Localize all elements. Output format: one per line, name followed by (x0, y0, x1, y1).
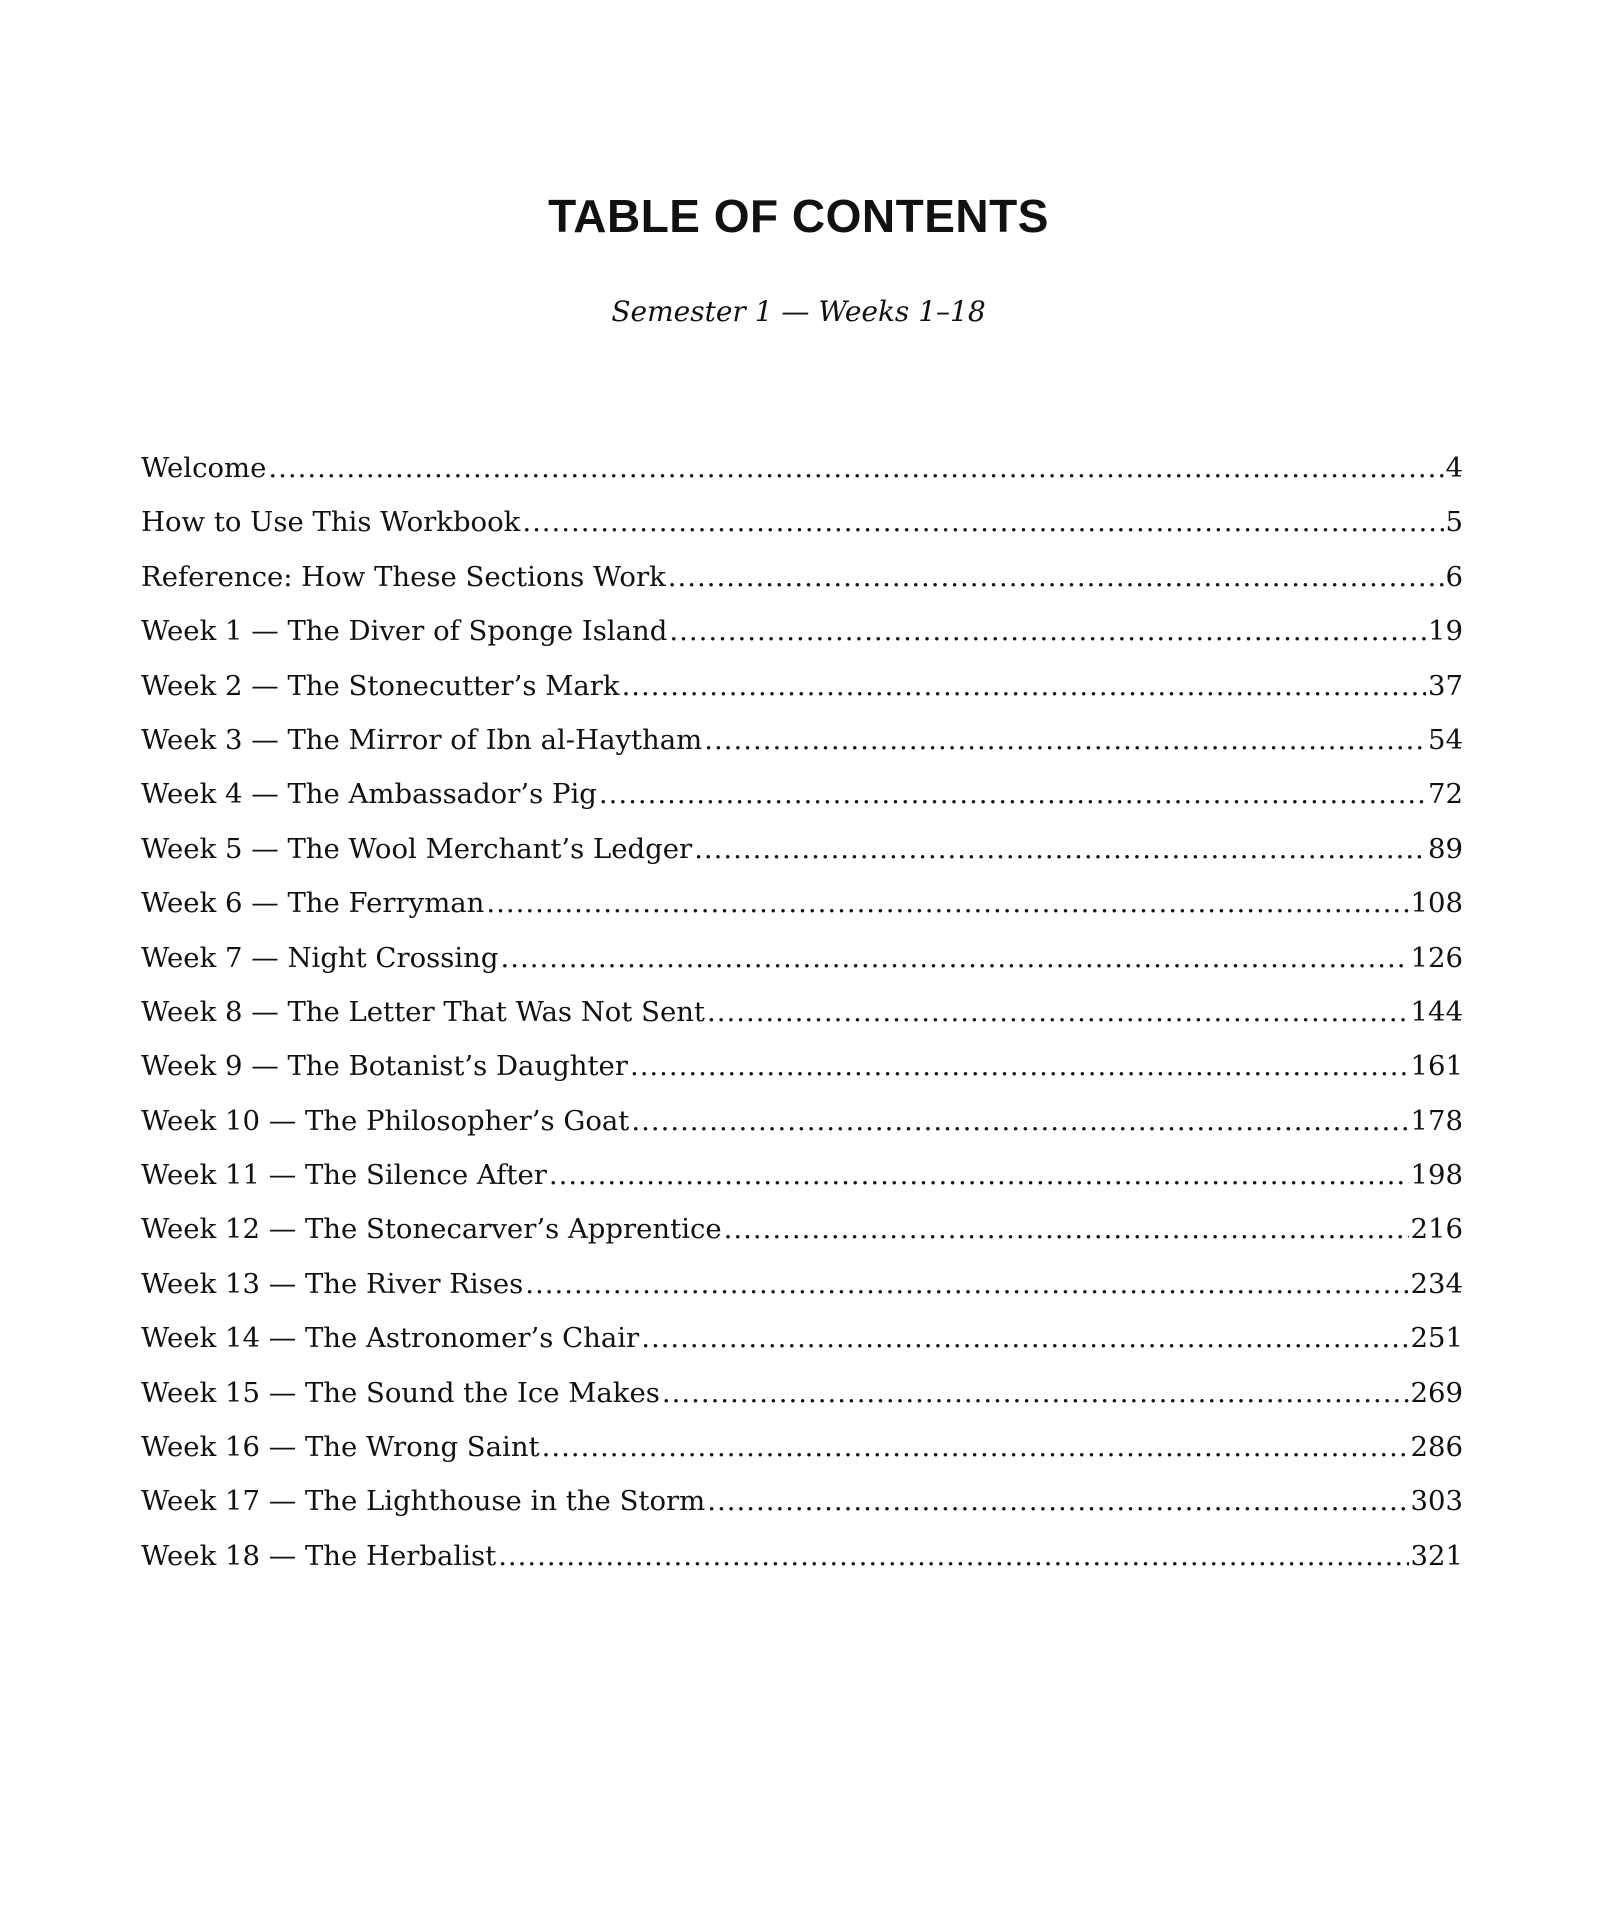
toc-entry-label: Week 15 — The Sound the Ice Makes (141, 1376, 660, 1409)
dot-leader (501, 938, 1409, 978)
toc-entry-page-number: 19 (1428, 615, 1463, 648)
toc-entry-label: Week 2 — The Stonecutter’s Mark (141, 669, 620, 702)
toc-entry-label: Week 11 — The Silence After (141, 1159, 547, 1192)
dot-leader (631, 1101, 1408, 1141)
toc-entry-page-number: 108 (1410, 887, 1463, 920)
toc-entry-label: Week 14 — The Astronomer’s Chair (141, 1322, 640, 1355)
toc-entry-week-5[interactable] (141, 829, 1463, 883)
dot-leader (622, 666, 1426, 706)
toc-entry-page-number: 178 (1410, 1104, 1463, 1137)
toc-entry-page-number: 286 (1410, 1431, 1463, 1464)
toc-entry-page-number: 126 (1410, 941, 1463, 974)
toc-entry-page-number: 303 (1410, 1485, 1463, 1518)
toc-entry-label: Week 6 — The Ferryman (141, 887, 485, 920)
toc-entry-week-17[interactable] (141, 1481, 1463, 1535)
dot-leader (542, 1427, 1409, 1467)
toc-entry-page-number: 216 (1410, 1213, 1463, 1246)
dot-leader (724, 1209, 1409, 1249)
toc-entry-label: Week 13 — The River Rises (141, 1267, 524, 1300)
toc-entry-page-number: 269 (1410, 1376, 1463, 1409)
dot-leader (662, 1373, 1409, 1413)
toc-entry-label: Week 5 — The Wool Merchant’s Ledger (141, 832, 693, 865)
toc-entry-week-18[interactable] (141, 1536, 1463, 1590)
page-title: TABLE OF CONTENTS (548, 190, 1049, 242)
dot-leader (641, 1318, 1408, 1358)
dot-leader (707, 1481, 1408, 1521)
toc-entry-week-16[interactable] (141, 1427, 1463, 1481)
toc-entry-label: Week 4 — The Ambassador’s Pig (141, 778, 597, 811)
dot-leader (694, 829, 1426, 869)
dot-leader (630, 1046, 1409, 1086)
dot-leader (549, 1155, 1409, 1195)
toc-entry-week-14[interactable] (141, 1318, 1463, 1372)
toc-entry-label: Week 17 — The Lighthouse in the Storm (141, 1485, 706, 1518)
dot-leader (599, 774, 1426, 814)
toc-entry-label: Reference: How These Sections Work (141, 560, 666, 593)
toc-entry-week-7[interactable] (141, 938, 1463, 992)
dot-leader (525, 1264, 1408, 1304)
toc-entry-how-to-use[interactable] (141, 502, 1463, 556)
dot-leader (522, 502, 1443, 542)
toc-entry-label: Week 1 — The Diver of Sponge Island (141, 615, 668, 648)
toc-entry-reference[interactable] (141, 557, 1463, 611)
dot-leader (268, 448, 1443, 488)
toc-entry-welcome[interactable] (141, 448, 1463, 502)
toc-entry-label: Welcome (141, 452, 267, 484)
toc-entry-label: Week 12 — The Stonecarver’s Apprentice (141, 1213, 722, 1246)
toc-entry-label: How to Use This Workbook (141, 506, 521, 539)
dot-leader (668, 557, 1444, 597)
toc-entry-week-3[interactable] (141, 720, 1463, 774)
toc-entry-week-12[interactable] (141, 1209, 1463, 1263)
toc-entry-label: Week 3 — The Mirror of Ibn al-Haytham (141, 723, 703, 756)
toc-entry-week-13[interactable] (141, 1264, 1463, 1318)
toc-entry-page-number: 144 (1410, 995, 1463, 1028)
toc-entry-page-number: 5 (1445, 506, 1463, 539)
toc-entry-label: Week 18 — The Herbalist (141, 1539, 497, 1572)
toc-entry-page-number: 234 (1410, 1267, 1463, 1300)
toc-entry-label: Week 8 — The Letter That Was Not Sent (141, 995, 705, 1028)
dot-leader (486, 883, 1408, 923)
toc-entry-page-number: 321 (1410, 1539, 1463, 1572)
toc-entry-label: Week 9 — The Botanist’s Daughter (141, 1050, 628, 1083)
toc-entry-page-number: 89 (1428, 832, 1463, 865)
toc-entry-page-number: 72 (1428, 778, 1463, 811)
page-subtitle: Semester 1 — Weeks 1–18 (611, 295, 986, 328)
toc-entry-week-8[interactable] (141, 992, 1463, 1046)
toc-entry-week-2[interactable] (141, 666, 1463, 720)
dot-leader (669, 611, 1426, 651)
toc-entry-label: Week 16 — The Wrong Saint (141, 1431, 540, 1464)
toc-entry-week-4[interactable] (141, 774, 1463, 828)
toc-entry-page-number: 6 (1445, 560, 1463, 593)
toc-entry-page-number: 37 (1428, 669, 1463, 702)
toc-entry-page-number: 161 (1410, 1050, 1463, 1083)
dot-leader (704, 720, 1426, 760)
toc-list (141, 448, 1463, 1590)
toc-entry-page-number: 198 (1410, 1159, 1463, 1192)
toc-entry-page-number: 251 (1410, 1322, 1463, 1355)
toc-entry-week-6[interactable] (141, 883, 1463, 937)
dot-leader (498, 1536, 1408, 1576)
toc-entry-label: Week 10 — The Philosopher’s Goat (141, 1104, 630, 1137)
toc-entry-week-10[interactable] (141, 1101, 1463, 1155)
toc-entry-week-15[interactable] (141, 1373, 1463, 1427)
toc-entry-week-1[interactable] (141, 611, 1463, 665)
toc-entry-page-number: 4 (1445, 452, 1463, 484)
toc-entry-week-11[interactable] (141, 1155, 1463, 1209)
toc-entry-week-9[interactable] (141, 1046, 1463, 1100)
dot-leader (707, 992, 1409, 1032)
toc-entry-page-number: 54 (1428, 723, 1463, 756)
toc-entry-label: Week 7 — Night Crossing (141, 941, 499, 974)
